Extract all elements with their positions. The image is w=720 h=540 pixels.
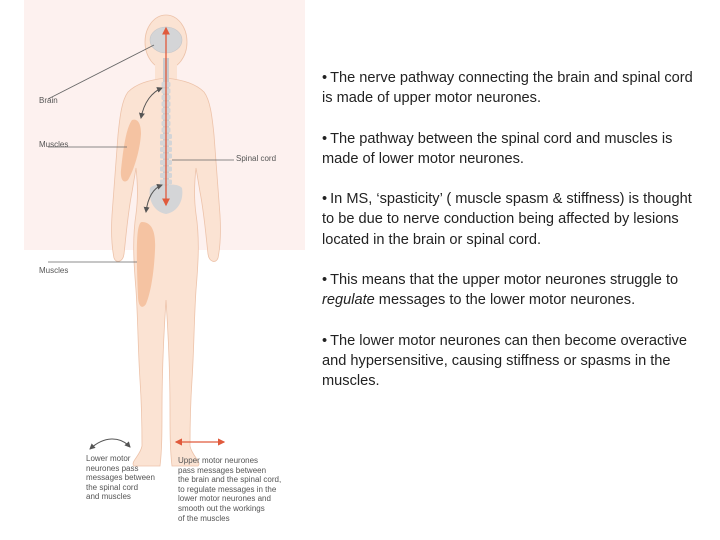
bullet-item xyxy=(322,331,702,392)
legend-line: lower motor neurones and xyxy=(178,494,271,504)
bullet-text: The nerve pathway connecting the brain and spinal cord is made of upper motor neurones. xyxy=(322,70,693,107)
bullet-mark: • xyxy=(322,70,328,86)
legend-line: of the muscles xyxy=(178,513,230,523)
label-spinal-cord: Spinal cord xyxy=(236,154,277,163)
bullet-text: The lower motor neurones can then become overactive and hypersensitive, causing stiffness or spasms in the muscles. xyxy=(322,332,688,390)
legend-line: the spinal cord xyxy=(86,482,139,492)
bullet-text: The pathway between the spinal cord and muscles is made of lower motor neurones. xyxy=(322,130,673,167)
legend-line: smooth out the workings xyxy=(178,503,265,513)
bullet-item xyxy=(322,270,702,311)
bullet-mark: • xyxy=(322,272,328,289)
body-diagram xyxy=(24,0,305,540)
bullet-text: This means that the upper motor neurones struggle to xyxy=(330,272,679,289)
legend-line: to regulate messages in the xyxy=(178,484,277,494)
bullet-item xyxy=(322,189,702,250)
label-muscles-upper: Muscles xyxy=(39,140,69,149)
bullet-item xyxy=(322,129,702,170)
label-muscles-lower: Muscles xyxy=(39,266,69,275)
bullet-mark: • xyxy=(322,332,328,349)
label-brain: Brain xyxy=(39,96,58,105)
legend-line: neurones pass xyxy=(86,463,139,473)
bullet-text: messages to the lower motor neurones. xyxy=(374,292,636,309)
legend-line: Upper motor neurones xyxy=(178,456,259,465)
legend-line: pass messages between xyxy=(178,465,267,475)
bullet-list xyxy=(322,68,702,412)
legend-line: and muscles xyxy=(86,492,131,502)
legend-lower-motor xyxy=(86,454,155,502)
legend-line: the brain and the spinal cord, xyxy=(178,475,282,485)
bullet-text: In MS, ‘spasticity’ ( muscle spasm & stiffness) is thought to be due to nerve conduction being affected by lesions located in the brain or spinal cord. xyxy=(322,191,692,248)
bullet-item xyxy=(322,68,702,109)
bullet-emphasis: regulate xyxy=(322,292,375,309)
legend-line: messages between xyxy=(86,473,155,483)
legend-lower-arrow xyxy=(90,439,130,449)
bullet-mark: • xyxy=(322,130,328,147)
legend-line: Lower motor xyxy=(86,454,131,463)
bullet-mark: • xyxy=(322,191,328,208)
legend-upper-motor xyxy=(178,456,281,523)
